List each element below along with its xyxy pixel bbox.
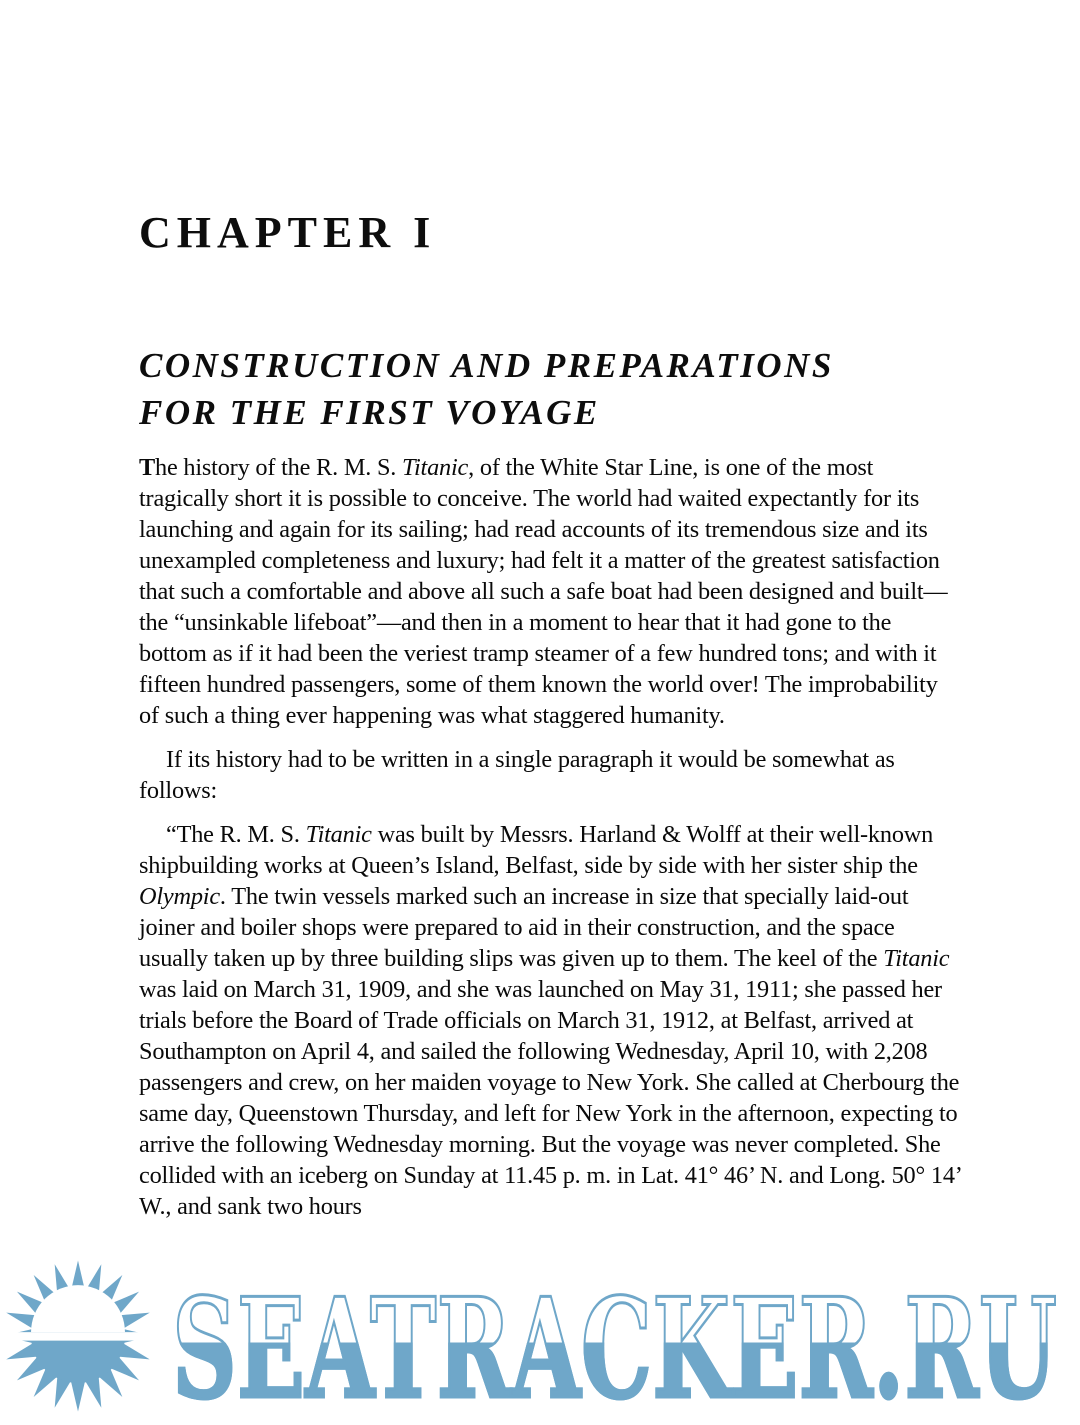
text-segment: was laid on March 31, 1909, and she was launched on May 31, 1911; she passed her trials before the Board of Trade officials on March 31, 1912, at Belfast, arrived at Southampton on April 4, and sailed the following Wednesday, April 10, with 2,208 passengers and crew, on her maiden voyage to New York. She called at Cherbourg the same day, Queenstown Thursday, and left for New York in the afternoon, expecting to arrive the following Wednesday morning. But the voyage was never completed. She collided with an iceberg on Sunday at 11.45 p. m. in Lat. 41° 46’ N. and Long. 50° 14’ W., and sank two hours [139, 976, 961, 1220]
paragraph [139, 819, 963, 1222]
body-text [139, 452, 963, 1222]
watermark [0, 1255, 1080, 1425]
text-segment: was built by Messrs. Harland & Wolff at their well-known shipbuilding works at Queen’s Island, Belfast, side by side with her sister ship the [139, 821, 934, 879]
sun-logo-icon [1, 1259, 155, 1413]
watermark-text: SEATRACKER.RU [172, 1269, 1057, 1425]
text-segment: Titanic [305, 821, 372, 848]
text-segment: Olympic [139, 883, 220, 910]
text-segment: T [139, 454, 156, 481]
text-segment: . The twin vessels marked such an increase in size that specially laid-out joiner and boiler shops were prepared to aid in their construction, and the space usually taken up by three building slips was given up to them. The keel of the [139, 883, 909, 972]
chapter-title: CHAPTER I [139, 208, 437, 257]
section-title-line-1: CONSTRUCTION AND PREPARATIONS [139, 346, 834, 385]
text-segment: If its history had to be written in a single paragraph it would be somewhat as follows: [139, 746, 895, 804]
text-segment: he history of the R. M. S. [155, 454, 403, 481]
text-segment: Titanic [402, 454, 469, 481]
section-title [139, 342, 834, 436]
text-segment: , of the White Star Line, is one of the most tragically short it is possible to conceive. The world had waited expectantly for its launching and again for its sailing; had read accounts of its tremendous size and its unexampled completeness and luxury; had felt it a matter of the greatest satisfaction that such a comfortable and above all such a safe boat had been designed and built—the “unsinkable lifeboat”—and then in a moment to hear that it had gone to the bottom as if it had been the veriest tramp steamer of a few hundred tons; and with it fifteen hundred passengers, some of them known the world over! The improbability of such a thing ever happening was what staggered humanity. [139, 454, 948, 729]
section-title-line-2: FOR THE FIRST VOYAGE [139, 393, 600, 432]
text-segment: Titanic [883, 945, 950, 972]
text-segment: “The R. M. S. [166, 821, 306, 848]
paragraph [139, 452, 963, 731]
paragraph [139, 744, 963, 806]
